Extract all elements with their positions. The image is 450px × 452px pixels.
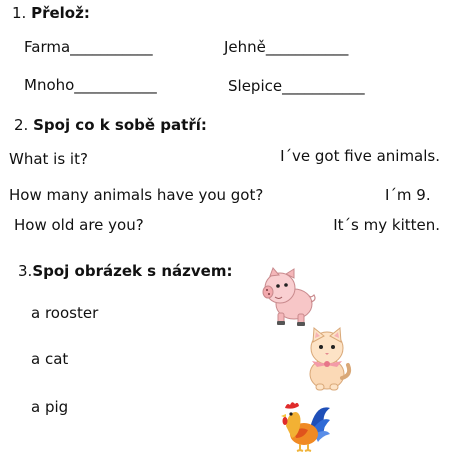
cat-icon	[302, 326, 352, 392]
task1-number: 1.	[12, 4, 27, 22]
task1-item-jehne: Jehně___________	[224, 38, 349, 56]
question-how-many: How many animals have you got?	[9, 186, 264, 204]
task3-title: Spoj obrázek s názvem:	[32, 262, 233, 280]
task1-item-slepice: Slepice___________	[228, 77, 365, 95]
task1-heading	[12, 4, 90, 22]
answer-nine: I´m 9.	[385, 186, 431, 204]
answer-five-animals: I´ve got five animals.	[280, 147, 440, 165]
word-cat: a cat	[31, 350, 69, 368]
question-how-old: How old are you?	[14, 216, 144, 234]
task2-heading	[14, 116, 207, 134]
answer-kitten: It´s my kitten.	[333, 216, 440, 234]
pig-icon	[258, 266, 318, 328]
task2-title: Spoj co k sobě patří:	[33, 116, 207, 134]
task2-number: 2.	[14, 116, 29, 134]
question-what: What is it?	[9, 150, 88, 168]
word-pig: a pig	[31, 398, 69, 416]
task1-title: Přelož:	[31, 4, 90, 22]
task1-item-mnoho: Mnoho___________	[24, 76, 157, 94]
word-rooster: a rooster	[31, 304, 99, 322]
task3-heading	[18, 262, 232, 280]
task1-item-farma: Farma___________	[24, 38, 153, 56]
task3-number: 3.	[18, 262, 33, 280]
rooster-icon	[276, 400, 334, 452]
